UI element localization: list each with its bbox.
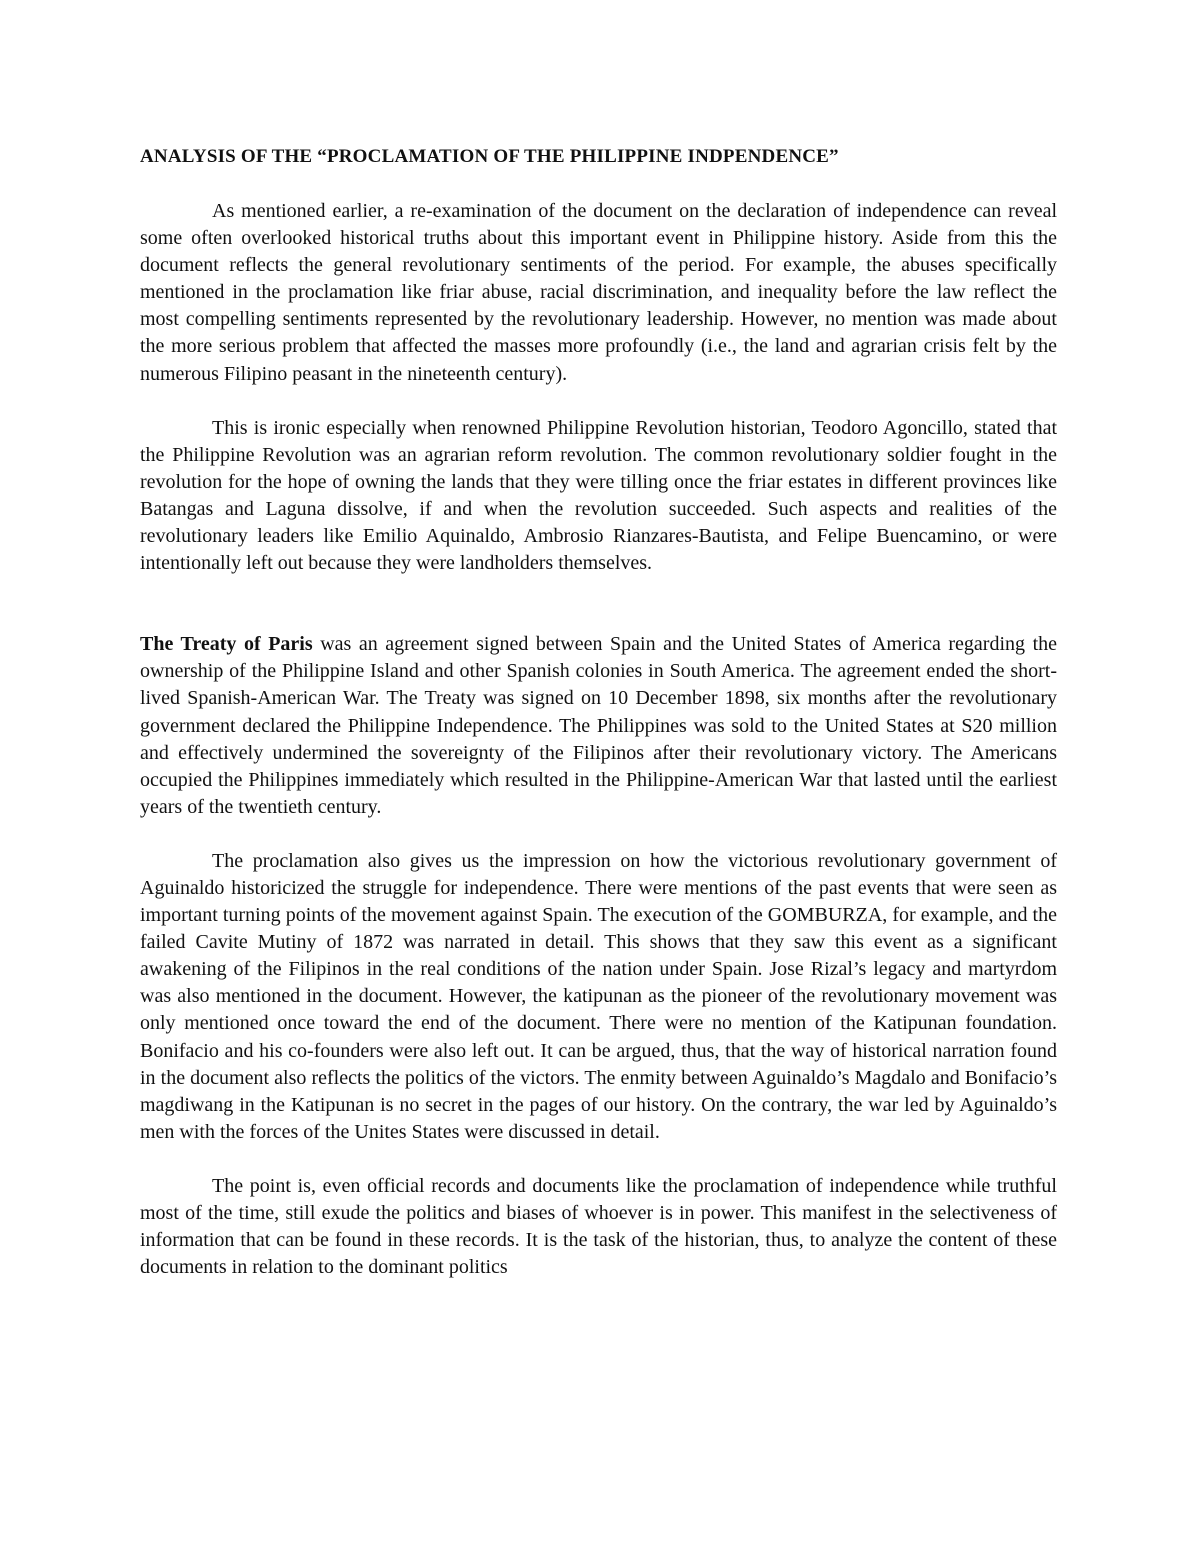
document-body xyxy=(140,143,1057,1308)
paragraph-declaration-reexamination: As mentioned earlier, a re-examination of the document on the declaration of independence can reveal some often overlooked historical truths about this important event in Philippine history. Aside from this the document reflects the general revolutionary sentiments of the period. For example, the abuses specifically mentioned in the proclamation like friar abuse, racial discrimination, and inequality before the law reflect the most compelling sentiments represented by the revolutionary leadership. However, no mention was made about the more serious problem that affected the masses more profoundly (i.e., the land and agrarian crisis felt by the numerous Filipino peasant in the nineteenth century). xyxy=(140,200,1057,385)
paragraph-politics-and-biases: The point is, even official records and documents like the proclamation of independence while truthful most of the time, still exude the politics and biases of whoever is in power. This manifest in the selectiveness of information that can be found in these records. It is the task of the historian, thus, to analyze the content of these documents in relation to the dominant politics xyxy=(140,1174,1057,1279)
paragraph-agrarian-irony: This is ironic especially when renowned Philippine Revolution historian, Teodoro Agoncillo, stated that the Philippine Revolution was an agrarian reform revolution. The common revolutionary soldier fought in the revolution for the hope of owning the lands that they were tilling once the friar estates in different provinces like Batangas and Laguna dissolve, if and when the revolution succeeded. Such aspects and realities of the revolutionary leaders like Emilio Aquinaldo, Ambrosio Rianzares-Bautista, and Felipe Buencamino, or were intentionally left out because they were landholders themselves. xyxy=(140,416,1057,575)
paragraph-historicized-struggle: The proclamation also gives us the impression on how the victorious revolutionary government of Aguinaldo historicized the struggle for independence. There were mentions of the past events that were seen as important turning points of the movement against Spain. The execution of the GOMBURZA, for example, and the failed Cavite Mutiny of 1872 was narrated in detail. This shows that they saw this event as a significant awakening of the Filipinos in the real conditions of the nation under Spain. Jose Rizal’s legacy and martyrdom was also mentioned in the document. However, the katipunan as the pioneer of the revolutionary movement was only mentioned once toward the end of the document. There were no mention of the Katipunan foundation. Bonifacio and his co-founders were also left out. It can be argued, thus, that the way of historical narration found in the document also reflects the politics of the victors. The enmity between Aguinaldo’s Magdalo and Bonifacio’s magdiwang in the Katipunan is no secret in the pages of our history. On the contrary, the war led by Aguinaldo’s men with the forces of the Unites States were discussed in detail. xyxy=(140,849,1057,1143)
treaty-of-paris-term: The Treaty of Paris xyxy=(140,633,313,656)
paragraph-treaty-of-paris xyxy=(140,631,1057,821)
document-title: ANALYSIS OF THE “PROCLAMATION OF THE PHILIPPINE INDPENDENCE” xyxy=(140,146,839,167)
treaty-of-paris-text: was an agreement signed between Spain and the United States of America regarding the ownership of the Philippine Island and other Spanish colonies in South America. The agreement ended the short-lived Spanish-American War. The Treaty was signed on 10 December 1898, six months after the revolutionary government declared the Philippine Independence. The Philippines was sold to the United States at S20 million and effectively undermined the sovereignty of the Filipinos after their revolutionary victory. The Americans occupied the Philippines immediately which resulted in the Philippine-American War that lasted until the earliest years of the twentieth century. xyxy=(140,633,1058,818)
